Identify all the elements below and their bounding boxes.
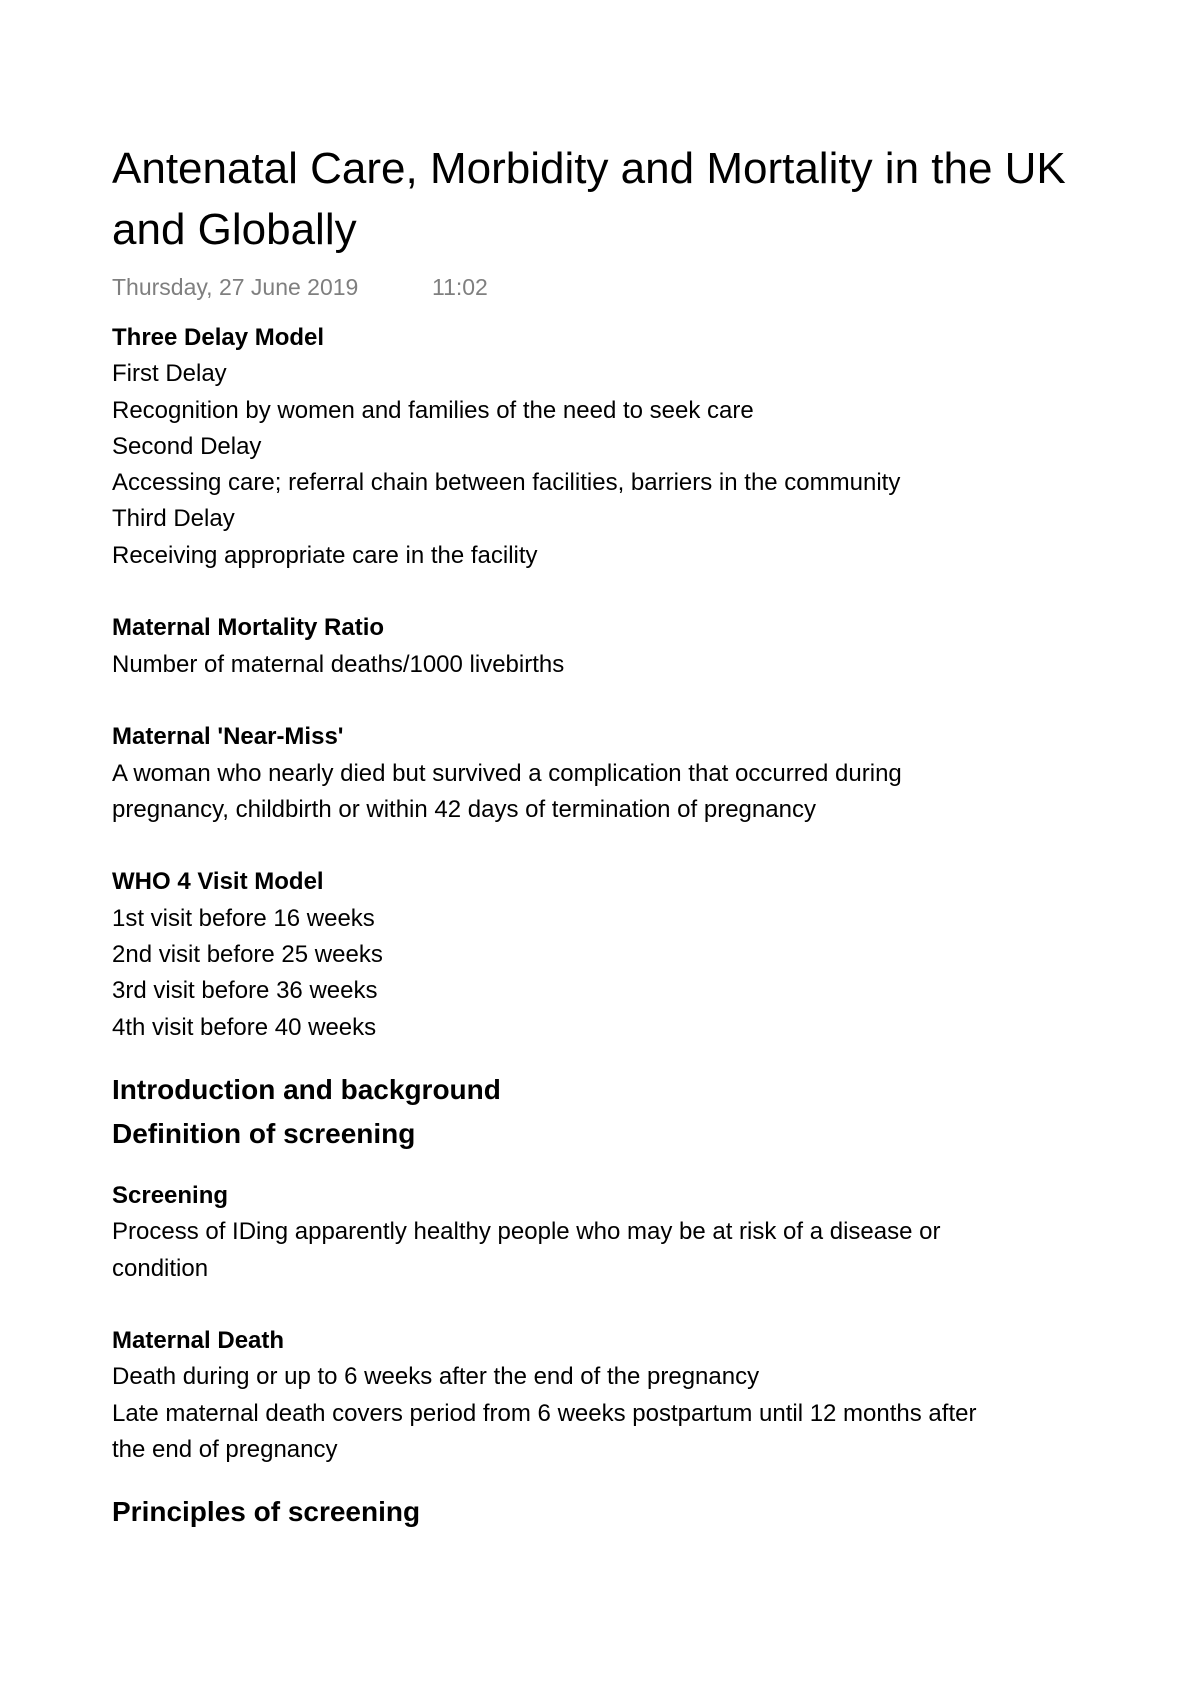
text-line: Recognition by women and families of the need to seek care <box>112 396 754 424</box>
text-line: pregnancy, childbirth or within 42 days of termination of pregnancy <box>112 795 816 823</box>
text-line: Late maternal death covers period from 6 weeks postpartum until 12 months after <box>112 1399 977 1427</box>
text-line: Accessing care; referral chain between facilities, barriers in the community <box>112 469 901 497</box>
spacer <box>112 1287 1192 1323</box>
text-line: First Delay <box>112 360 227 388</box>
section-heading: Three Delay Model <box>112 324 325 351</box>
note-body <box>112 320 1192 1534</box>
note-page <box>112 138 1192 1534</box>
spacer <box>112 1046 1192 1068</box>
text-line: 1st visit before 16 weeks <box>112 904 375 932</box>
heading-intro: Introduction and background <box>112 1073 501 1105</box>
text-line: 3rd visit before 36 weeks <box>112 977 378 1005</box>
text-line: Second Delay <box>112 432 262 460</box>
text-line: Receiving appropriate care in the facility <box>112 541 538 569</box>
title-line-1: Antenatal Care, Morbidity and Mortality in the UK <box>112 144 1066 193</box>
who-section <box>112 864 1192 1045</box>
text-line: Number of maternal deaths/1000 livebirths <box>112 650 565 678</box>
text-line: condition <box>112 1254 209 1282</box>
spacer <box>112 1468 1192 1490</box>
text-line: 2nd visit before 25 weeks <box>112 941 383 969</box>
page-title <box>112 138 1192 260</box>
three-delay-section <box>112 320 1192 574</box>
note-time: 11:02 <box>432 274 488 300</box>
heading-definition: Definition of screening <box>112 1117 416 1149</box>
spacer <box>112 574 1192 610</box>
text-line: Third Delay <box>112 505 235 533</box>
section-heading: WHO 4 Visit Model <box>112 868 324 896</box>
note-date: Thursday, 27 June 2019 <box>112 274 359 300</box>
text-line: Process of IDing apparently healthy people who may be at risk of a disease or <box>112 1218 941 1246</box>
section-heading: Maternal Death <box>112 1327 285 1355</box>
near-miss-section <box>112 719 1192 828</box>
title-line-2: and Globally <box>112 205 357 254</box>
text-line: the end of pregnancy <box>112 1436 338 1464</box>
section-heading: Screening <box>112 1181 229 1209</box>
heading-principles: Principles of screening <box>112 1496 421 1528</box>
spacer <box>112 1156 1192 1178</box>
maternal-death-section <box>112 1323 1192 1468</box>
mmr-section <box>112 610 1192 683</box>
text-line: 4th visit before 40 weeks <box>112 1013 377 1041</box>
spacer <box>112 683 1192 719</box>
section-heading: Maternal 'Near-Miss' <box>112 723 344 751</box>
section-heading: Maternal Mortality Ratio <box>112 614 385 642</box>
text-line: Death during or up to 6 weeks after the end of the pregnancy <box>112 1363 760 1391</box>
note-timestamp <box>112 272 1192 302</box>
spacer <box>112 828 1192 864</box>
text-line: A woman who nearly died but survived a complication that occurred during <box>112 759 902 787</box>
screening-section <box>112 1178 1192 1287</box>
